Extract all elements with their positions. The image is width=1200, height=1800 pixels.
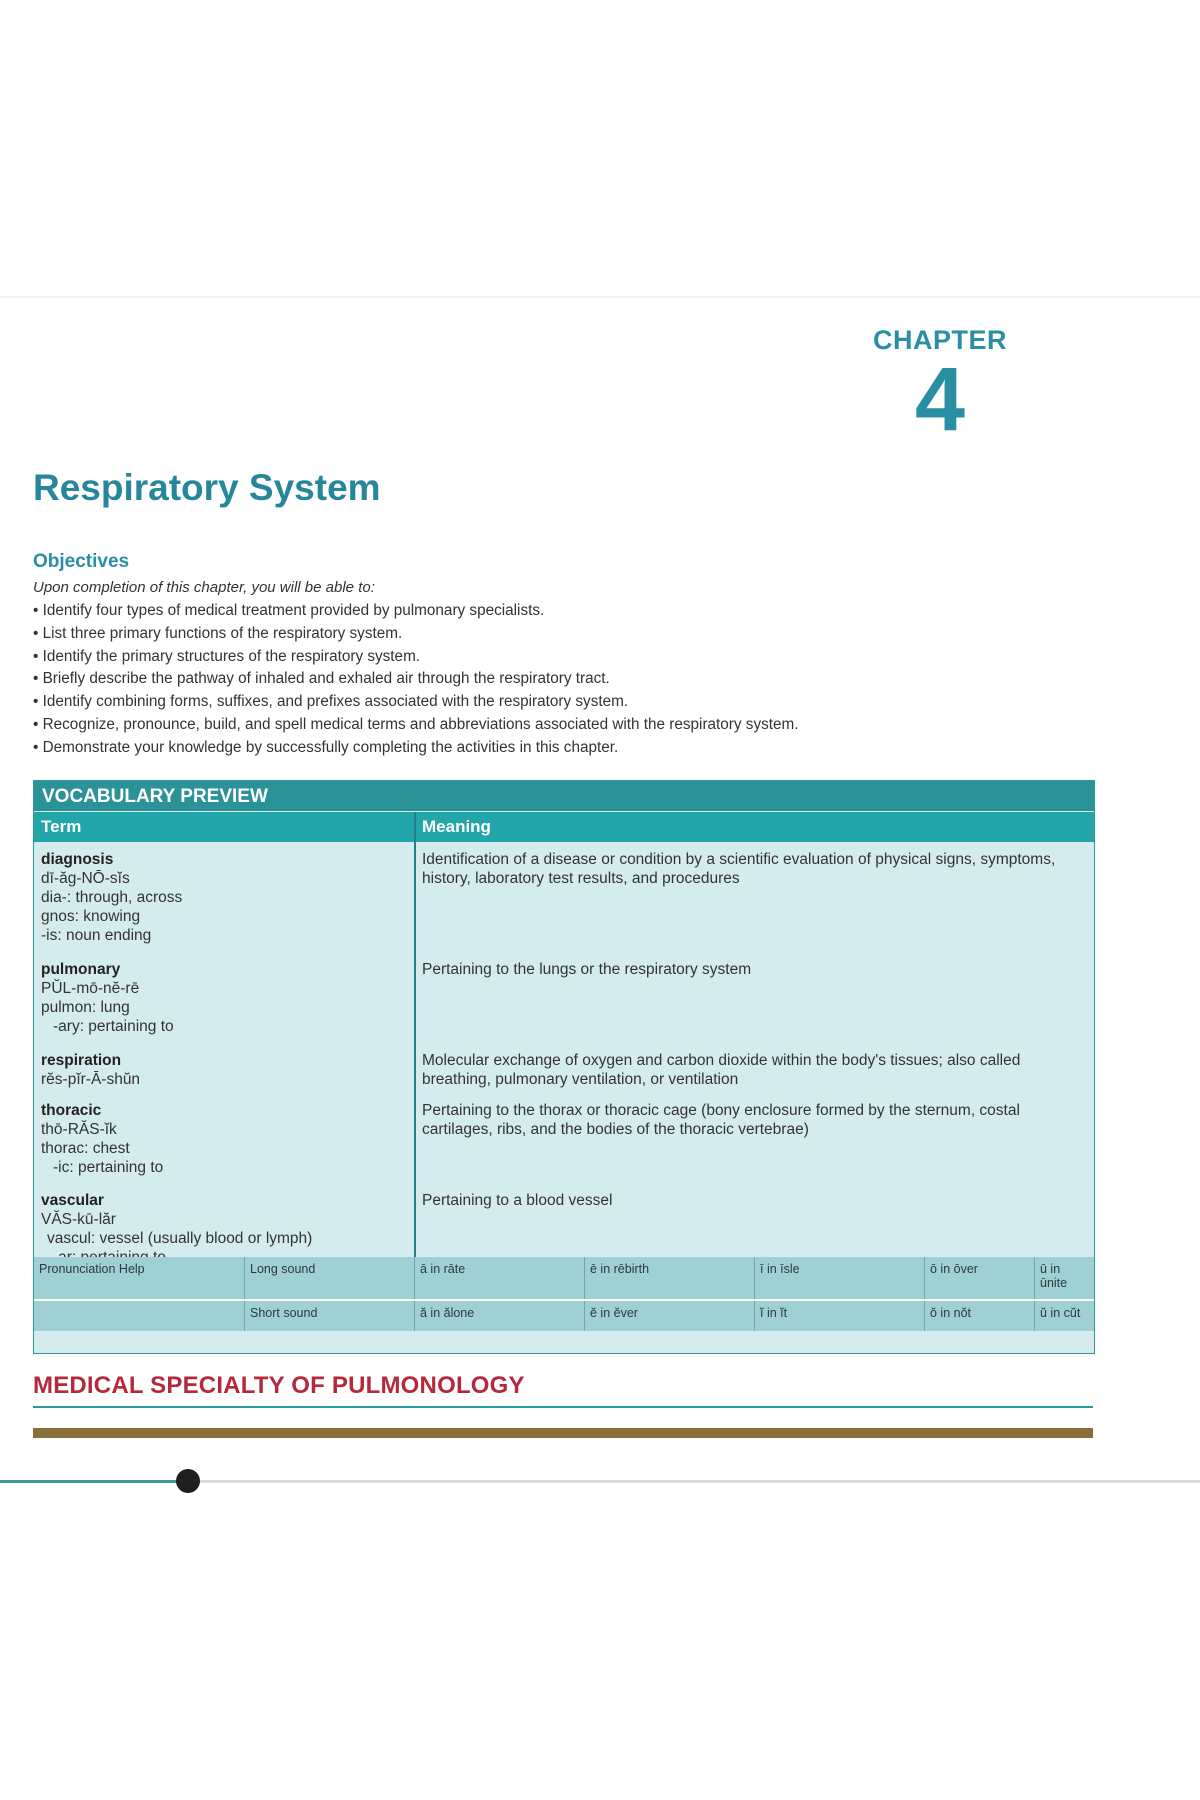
pronunciation-cell: ĭ in ĭt (754, 1301, 924, 1331)
objectives-heading: Objectives (33, 551, 130, 572)
pronunciation-cell: ā in rāte (414, 1257, 584, 1299)
list-item: • List three primary functions of the respiratory system. (33, 624, 403, 642)
chapter-block (870, 325, 1010, 450)
table-row (34, 1045, 1094, 1095)
vocabulary-table (33, 780, 1095, 1354)
pronunciation-short-row (34, 1301, 1094, 1331)
empty-cell (34, 1301, 244, 1331)
meaning-cell: Identification of a disease or condition by a scientific evaluation of physical signs, symptoms, history, laboratory test results, and procedures (422, 851, 1056, 887)
table-row (34, 1095, 1094, 1183)
term-word: pulmonary (41, 961, 121, 978)
term-word: diagnosis (41, 851, 114, 868)
long-sound-label: Long sound (244, 1257, 414, 1299)
pronunciation-cell: ō in ōver (924, 1257, 1034, 1299)
term-part: -is: noun ending (41, 927, 152, 944)
term-word: vascular (41, 1192, 104, 1209)
term-part: pulmon: lung (41, 999, 130, 1016)
objectives-intro: Upon completion of this chapter, you will be able to: (33, 579, 375, 596)
term-part: -ic: pertaining to (53, 1159, 164, 1176)
term-pronunciation: VĂS-kū-lăr (41, 1211, 116, 1228)
term-cell (41, 1051, 406, 1089)
list-item: • Briefly describe the pathway of inhaled and exhaled air through the respiratory tract. (33, 670, 610, 688)
pronunciation-cell: ŭ in cŭt (1034, 1301, 1094, 1331)
list-item: • Identify four types of medical treatment provided by pulmonary specialists. (33, 602, 545, 619)
term-cell (41, 1191, 406, 1267)
pronunciation-long-row (34, 1257, 1094, 1301)
term-pronunciation: rĕs-pĭr-Ā-shŭn (41, 1071, 141, 1088)
section-heading: MEDICAL SPECIALTY OF PULMONOLOGY (33, 1372, 525, 1399)
next-section-banner (33, 1428, 1093, 1438)
table-row (34, 1185, 1094, 1257)
progress-slider-handle[interactable] (176, 1469, 200, 1493)
pronunciation-cell: ă in ălone (414, 1301, 584, 1331)
term-pronunciation: dī-ăg-NŌ-sĭs (41, 870, 130, 887)
table-row (34, 844, 1094, 948)
meaning-cell: Pertaining to the thorax or thoracic cage (bony enclosure formed by the sternum, costal cartilages, ribs, and the bodies of the thoracic vertebrae) (422, 1102, 1020, 1138)
objectives-list (33, 600, 799, 760)
term-cell (41, 1101, 406, 1177)
page-title: Respiratory System (33, 467, 381, 508)
term-part: dia-: through, across (41, 889, 183, 906)
term-pronunciation: PŬL-mō-nĕ-rē (41, 980, 140, 997)
list-item: • Recognize, pronounce, build, and spell medical terms and abbreviations associated with the respiratory system. (33, 715, 799, 733)
chapter-number: 4 (914, 350, 966, 450)
list-item: • Demonstrate your knowledge by successfully completing the activities in this chapter. (33, 738, 619, 756)
term-part: gnos: knowing (41, 908, 141, 925)
term-cell (41, 850, 406, 945)
meaning-cell: Molecular exchange of oxygen and carbon dioxide within the body's tissues; also called breathing, pulmonary ventilation, or ventilation (422, 1052, 1021, 1088)
term-part: -ary: pertaining to (53, 1018, 174, 1035)
term-part: vascul: vessel (usually blood or lymph) (47, 1230, 313, 1247)
pronunciation-cell: ē in rēbirth (584, 1257, 754, 1299)
term-cell (41, 960, 406, 1036)
vocabulary-header-row (34, 812, 1094, 842)
short-sound-label: Short sound (244, 1301, 414, 1331)
term-word: thoracic (41, 1102, 102, 1119)
column-header-term: Term (41, 817, 82, 836)
list-item: • Identify combining forms, suffixes, and prefixes associated with the respiratory system. (33, 693, 629, 711)
pronunciation-cell: ī in īsle (754, 1257, 924, 1299)
progress-fill (0, 1480, 188, 1483)
term-part: thorac: chest (41, 1140, 130, 1157)
list-item: • Identify the primary structures of the respiratory system. (33, 647, 421, 665)
vocabulary-title: VOCABULARY PREVIEW (34, 781, 1094, 811)
pronunciation-cell: ŏ in nŏt (924, 1301, 1034, 1331)
meaning-cell: Pertaining to the lungs or the respiratory system (422, 961, 752, 978)
term-word: respiration (41, 1052, 122, 1069)
term-pronunciation: thō-RĂS-ĭk (41, 1121, 117, 1138)
meaning-cell: Pertaining to a blood vessel (422, 1192, 613, 1209)
chapter-label: CHAPTER (872, 325, 1007, 355)
pronunciation-label: Pronunciation Help (39, 1262, 145, 1276)
section-rule (33, 1406, 1093, 1408)
column-header-meaning: Meaning (422, 817, 491, 836)
table-row (34, 954, 1094, 1042)
pronunciation-cell: ū in ūnite (1034, 1257, 1094, 1299)
pronunciation-help (34, 1257, 1094, 1353)
pronunciation-cell: ĕ in ĕver (584, 1301, 754, 1331)
